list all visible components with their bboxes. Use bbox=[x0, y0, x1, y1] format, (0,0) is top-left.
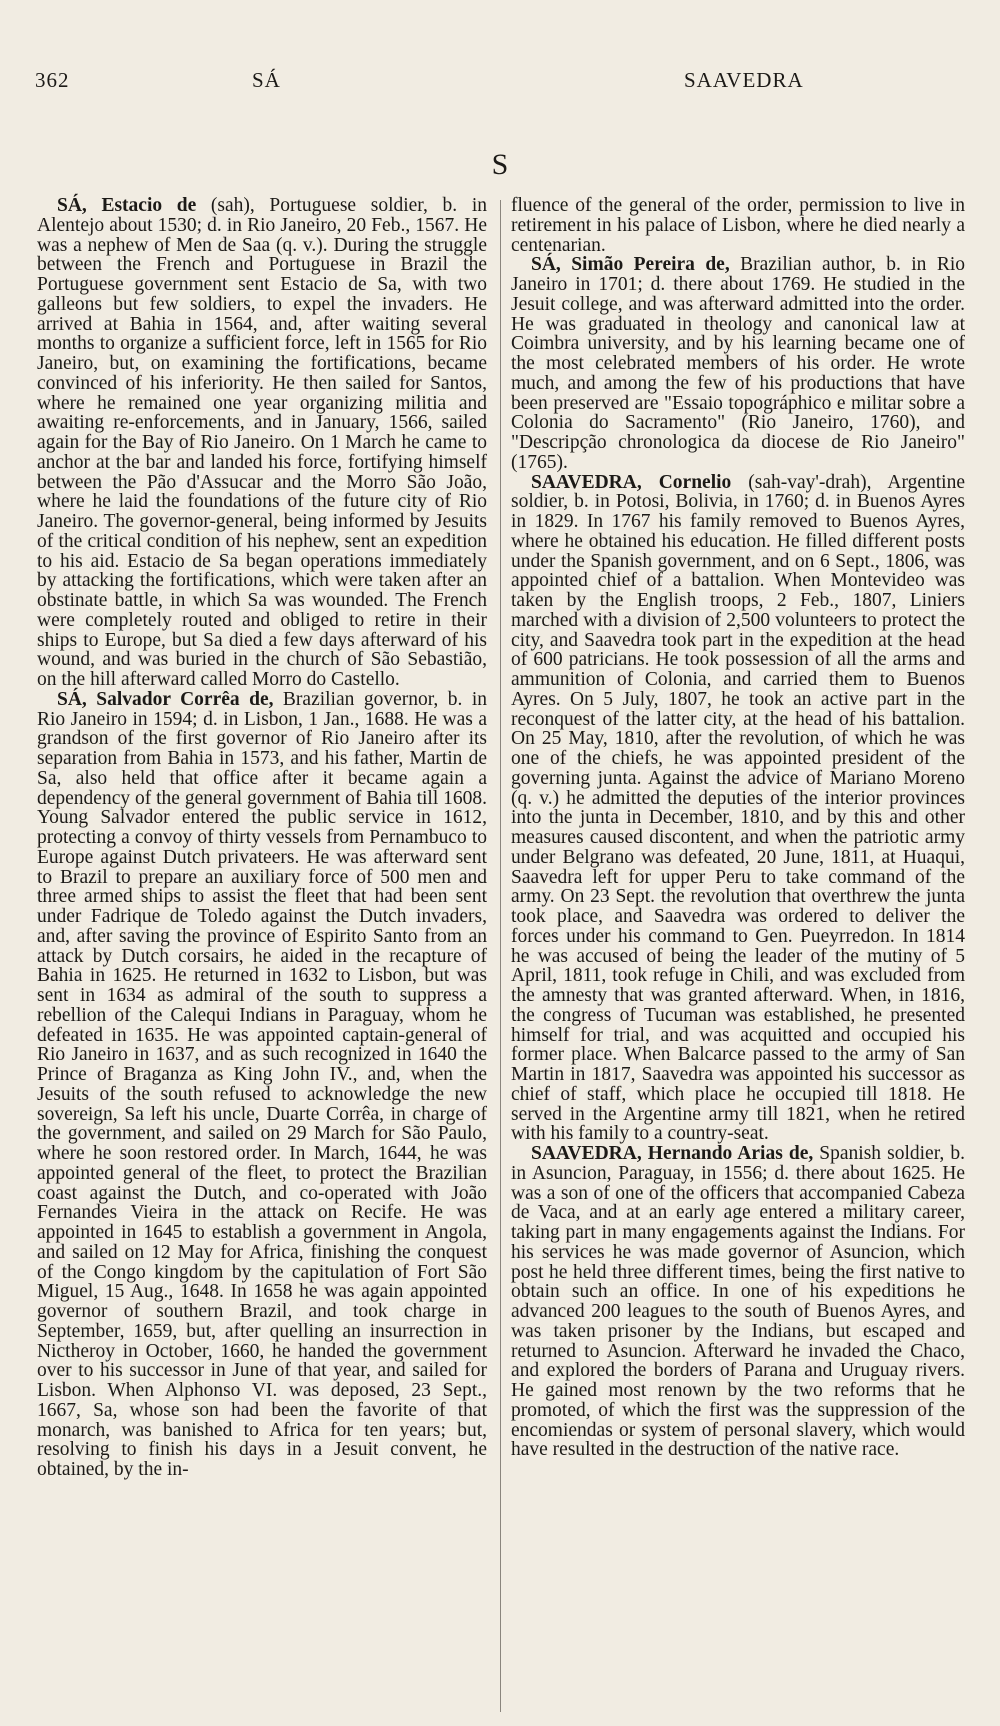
left-column bbox=[37, 196, 487, 1480]
section-letter: S bbox=[491, 148, 509, 181]
entry-headword: SÁ, Simão Pereira de, bbox=[531, 254, 730, 276]
running-head-left: SÁ bbox=[252, 68, 281, 92]
entry-paragraph bbox=[37, 196, 487, 690]
entry-continuation bbox=[511, 196, 965, 255]
entry-text: Spanish soldier, b. in Asuncion, Paraguay, in 1556; d. there about 1625. He was a son of one of the officers that accompanied Cabeza de Vaca, and at an early age entered a military career, taking part in many engagements against the Indians. For his services he was made governor of Asuncion, which post he held three different times, being the first native to obtain such an office. In one of his expeditions he advanced 200 leagues to the south of Buenos Ayres, and was taken prisoner by the Indians, but escaped and returned to Asuncion. Afterward he invaded the Chaco, and explored the borders of Parana and Uruguay rivers. He gained most renown by the two reforms that he promoted, of which the first was the suppression of the encomiendas or system of personal slavery, which would have resulted in the destruction of the native race. bbox=[511, 1143, 965, 1461]
entry-headword: SAAVEDRA, Hernando Arias de, bbox=[531, 1143, 814, 1164]
entry-headword: SÁ, Salvador Corrêa de, bbox=[57, 688, 274, 710]
column-divider bbox=[500, 200, 501, 1712]
running-head-right: SAAVEDRA bbox=[684, 68, 804, 92]
entry-text: fluence of the general of the order, permission to live in retirement in his palace of Lisbon, where he died nearly a centenarian. bbox=[511, 195, 965, 256]
entry-text: (sah), Portuguese soldier, b. in Alentejo about 1530; d. in Rio Janeiro, 20 Feb., 1567. He was a nephew of Men de Saa (q. v.). During the struggle between the French and Portuguese in Brazil the Portuguese government sent Estacio de Sa, with two galleons but few soldiers, to expel the invaders. He arrived at Bahia in 1564, and, after waiting several months to organize a sufficient force, left in 1565 for Rio Janeiro, but, on examining the fortifications, became convinced of his inferiority. He then sailed for Santos, where he remained one year organizing militia and awaiting re-enforcements, and in January, 1566, sailed again for the Bay of Rio Janeiro. On 1 March he came to anchor at the bar and landed his force, fortifying himself between the Pão d'Assucar and the Morro São João, where he laid the foundations of the future city of Rio Janeiro. The governor-general, being informed by Jesuits of the critical condition of his nephew, sent an expedition to his aid. Estacio de Sa began operations immediately by attacking the fortifications, which were taken after an obstinate battle, in which Sa was wounded. The French were completely routed and obliged to retire in their ships to Europe, but Sa died a few days afterward of his wound, and was buried in the church of São Sebastião, on the hill afterward called Morro do Castello. bbox=[37, 195, 487, 690]
page-number: 362 bbox=[35, 68, 70, 92]
entry-paragraph bbox=[511, 255, 965, 472]
entry-paragraph bbox=[511, 473, 965, 1145]
entry-headword: SÁ, Estacio de bbox=[57, 195, 197, 216]
entry-headword: SAAVEDRA, Cornelio bbox=[531, 471, 732, 493]
entry-paragraph bbox=[511, 1144, 965, 1460]
entry-text: Brazilian governor, b. in Rio Janeiro in 1594; d. in Lisbon, 1 Jan., 1688. He was a grandson of the first governor of Rio Janeiro after its separation from Bahia in 1573, and his father, Martin de Sa, also held that office after it became again a dependency of the general government of Bahia till 1608. Young Salvador entered the public service in 1612, protecting a convoy of thirty vessels from Pernambuco to Europe against Dutch privateers. He was afterward sent to Brazil to prepare an auxiliary force of 500 men and three armed ships to assist the fleet that had been sent under Fadrique de Toledo against the Dutch invaders, and, after saving the province of Espirito Santo from an attack by Dutch corsairs, he aided in the recapture of Bahia in 1625. He returned in 1632 to Lisbon, but was sent in 1634 as admiral of the south to suppress a rebellion of the Calequi Indians in Paraguay, whom he defeated in 1635. He was appointed captain-general of Rio Janeiro in 1637, and as such recognized in 1640 the Prince of Braganza as King John IV., and, when the Jesuits of the south refused to acknowledge the new sovereign, Sa left his uncle, Duarte Corrêa, in charge of the government, and sailed on 29 March for São Paulo, where he soon restored order. In March, 1644, he was appointed general of the fleet, to protect the Brazilian coast against the Dutch, and co-operated with João Fernandes Vieira in the attack on Recife. He was appointed in 1645 to establish a government in Angola, and sailed on 12 May for Africa, finishing the conquest of the Congo kingdom by the capitulation of Fort São Miguel, 15 Aug., 1648. In 1658 he was again appointed governor of southern Brazil, and took charge in September, 1659, but, after quelling an insurrection in Nictheroy in October, 1660, he handed the government over to his successor in June of that year, and sailed for Lisbon. When Alphonso VI. was deposed, 23 Sept., 1667, Sa, whose son had been the favorite of that monarch, was banished to Africa for ten years; but, resolving to finish his days in a Jesuit convent, he obtained, by the in- bbox=[37, 688, 487, 1480]
right-column bbox=[511, 196, 965, 1460]
entry-text: Brazilian author, b. in Rio Janeiro in 1701; d. there about 1769. He studied in the Jesuit college, and was afterward admitted into the order. He was graduated in theology and canonical law at Coimbra university, and by his learning became one of the most celebrated members of his order. He wrote much, and among the few of his productions that have been preserved are "Essaio topográphico e militar sobre a Colonia do Sacramento" (Rio Janeiro, 1760), and "Descripção chronologica da diocese de Rio Janeiro" (1765). bbox=[511, 254, 965, 473]
entry-text: (sah-vay'-drah), Argentine soldier, b. in Potosi, Bolivia, in 1760; d. in Buenos Ayres in 1829. In 1767 his family removed to Buenos Ayres, where he obtained his education. He filled different posts under the Spanish government, and on 6 Sept., 1806, was appointed chief of a battalion. When Montevideo was taken by the English troops, 2 Feb., 1807, Liniers marched with a division of 2,500 volunteers to protect the city, and Saavedra took part in the expedition at the head of 600 patricians. He took possession of all the arms and ammunition of Colonia, and carried them to Buenos Ayres. On 5 July, 1807, he took an active part in the reconquest of the latter city, at the head of his battalion. On 25 May, 1810, after the revolution, of which he was one of the chiefs, he was appointed president of the governing junta. Against the advice of Mariano Moreno (q. v.) he admitted the deputies of the interior provinces into the junta in December, 1810, and by this and other measures caused discontent, and when the patriotic army under Belgrano was defeated, 20 June, 1811, at Huaqui, Saavedra left for upper Peru to take command of the army. On 23 Sept. the revolution that overthrew the junta took place, and Saavedra was ordered to deliver the forces under his command to Gen. Pueyrredon. In 1814 he was accused of being the leader of the mutiny of 5 April, 1811, took refuge in Chili, and was excluded from the amnesty that was granted afterward. When, in 1816, the congress of Tucuman was established, he presented himself for trial, and was acquitted and occupied his former place. When Balcarce passed to the army of San Martin in 1817, Saavedra was appointed his successor as chief of staff, which place he occupied till 1818. He served in the Argentine army till 1821, when he retired with his family to a country-seat. bbox=[511, 471, 965, 1145]
entry-paragraph bbox=[37, 690, 487, 1480]
